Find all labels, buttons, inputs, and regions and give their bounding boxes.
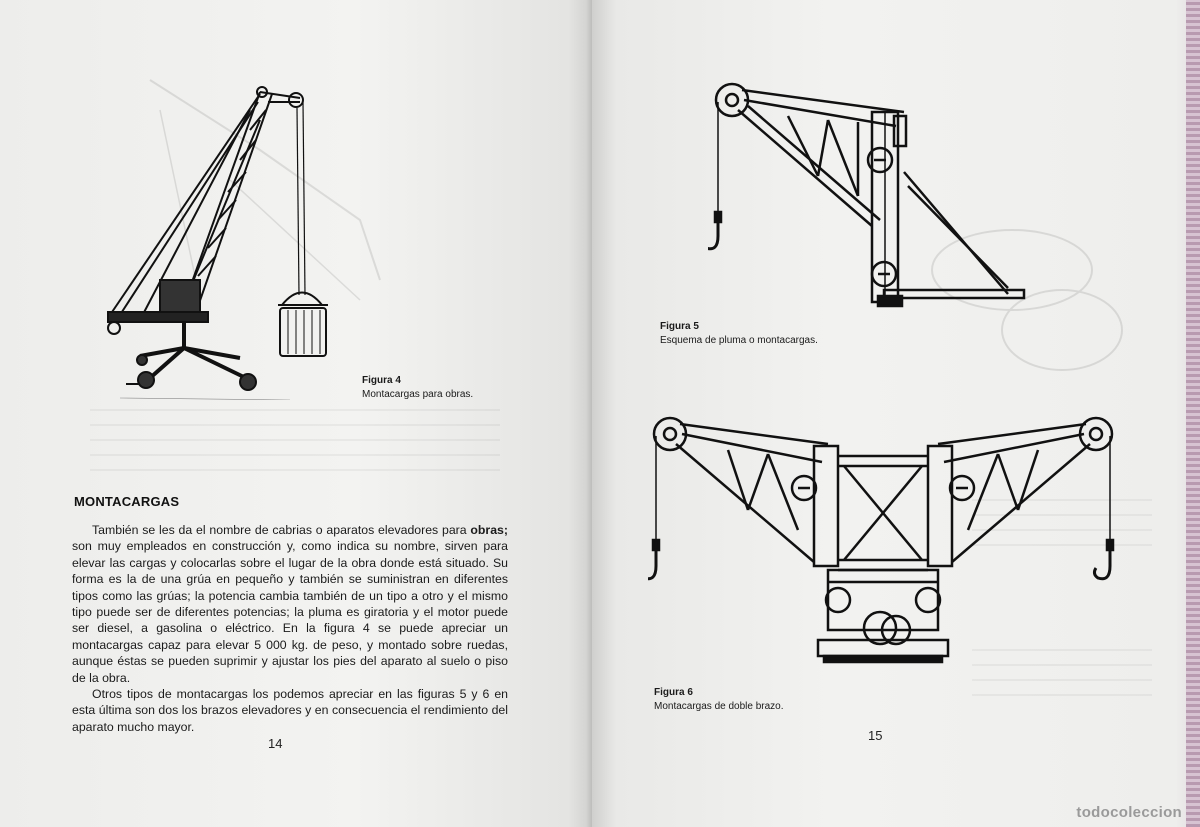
right-page [592, 0, 1200, 827]
page-number-left: 14 [268, 736, 283, 751]
figure6-double-boom-drawing [648, 410, 1118, 670]
page-edge-stripe [1186, 0, 1200, 827]
figure6-caption [654, 686, 784, 714]
figure5-label: Figura 5 [660, 321, 699, 332]
paragraph-1-start: También se les da el nombre de cabrias o aparatos elevadores para [92, 523, 471, 537]
paragraph-1-bold: obras; [470, 523, 508, 537]
watermark: todocoleccion [1076, 804, 1182, 821]
figure4-caption [362, 374, 473, 402]
page-number-right: 15 [868, 728, 883, 743]
paragraph-2: Otros tipos de montacargas los podemos apreciar en las figuras 5 y 6 en esta última son dos los brazos elevadores y en consecuencia el rendimiento del aparato mucho mayor. [72, 687, 508, 734]
figure4-text: Montacargas para obras. [362, 389, 474, 400]
figure6-label: Figura 6 [654, 687, 693, 698]
left-page [0, 0, 592, 827]
body-text [72, 522, 508, 735]
figure5-caption [660, 320, 818, 348]
paragraph-1-rest: son muy empleados en construcción y, como indica su nombre, sirven para elevar las cargas y colocarlas sobre el lugar de la obra donde está situado. Su forma es la de una grúa en pequeño y también se suministran en diferentes tipos como las grúas; la potencia cambia también de un tipo a otro y el mismo tipo puede ser de diferentes potencias; la pluma es giratoria y el motor puede ser diesel, a gasolina o eléctrico. En la figura 4 se puede apreciar un montacargas capaz para elevar 5 000 kg. de peso, y montado sobre ruedas, aunque éstas se pueden suprimir y ajustar los pies del aparato al suelo o piso de la obra. [72, 539, 508, 685]
figure5-text: Esquema de pluma o montacargas. [660, 335, 818, 346]
section-heading: MONTACARGAS [74, 494, 180, 509]
figure4-crane-drawing [100, 80, 360, 400]
figure5-boom-drawing [708, 76, 1028, 316]
paragraph-1 [72, 522, 508, 686]
figure4-label: Figura 4 [362, 375, 401, 386]
figure6-text: Montacargas de doble brazo. [654, 701, 784, 712]
